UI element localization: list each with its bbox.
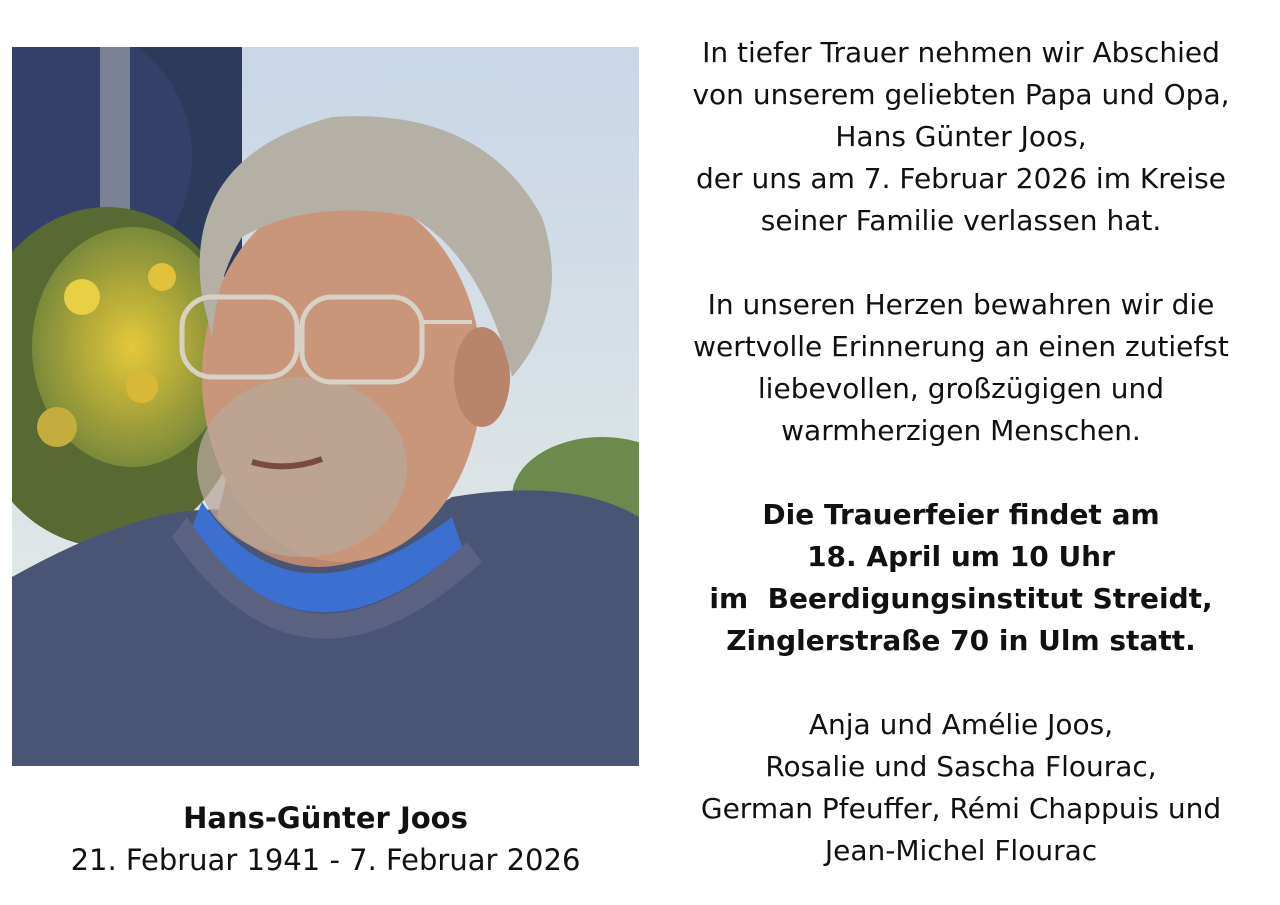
memory-line: liebevollen, großzügigen und bbox=[757, 372, 1165, 405]
intro-line: In tiefer Trauer nehmen wir Abschied bbox=[702, 36, 1220, 69]
family-line: Anja und Amélie Joos, bbox=[808, 708, 1114, 741]
ceremony-paragraph bbox=[650, 494, 1272, 662]
intro-line: seiner Familie verlassen hat. bbox=[760, 204, 1162, 237]
memory-line: wertvolle Erinnerung an einen zutiefst bbox=[693, 330, 1229, 363]
memory-paragraph bbox=[650, 284, 1272, 452]
intro-line: von unserem geliebten Papa und Opa, bbox=[692, 78, 1230, 111]
portrait-photo bbox=[12, 47, 639, 766]
portrait-caption bbox=[12, 800, 639, 884]
ceremony-line: im Beerdigungsinstitut Streidt, bbox=[709, 582, 1213, 615]
ceremony-line: Zinglerstraße 70 in Ulm statt. bbox=[726, 624, 1196, 657]
ceremony-line: Die Trauerfeier findet am bbox=[762, 498, 1160, 531]
ceremony-line: 18. April um 10 Uhr bbox=[807, 540, 1115, 573]
intro-line: der uns am 7. Februar 2026 im Kreise bbox=[696, 162, 1226, 195]
family-paragraph bbox=[650, 704, 1272, 872]
intro-paragraph bbox=[650, 32, 1272, 242]
family-line: German Pfeuffer, Rémi Chappuis und bbox=[700, 792, 1222, 825]
life-dates: 21. Februar 1941 - 7. Februar 2026 bbox=[70, 843, 581, 877]
intro-line: Hans Günter Joos, bbox=[835, 120, 1087, 153]
family-line: Rosalie und Sascha Flourac, bbox=[765, 750, 1157, 783]
deceased-name: Hans-Günter Joos bbox=[183, 801, 468, 835]
notice-text bbox=[650, 32, 1272, 872]
family-line: Jean-Michel Flourac bbox=[824, 834, 1098, 867]
memory-line: warmherzigen Menschen. bbox=[781, 414, 1141, 447]
portrait-illustration bbox=[12, 47, 639, 766]
memory-line: In unseren Herzen bewahren wir die bbox=[707, 288, 1215, 321]
